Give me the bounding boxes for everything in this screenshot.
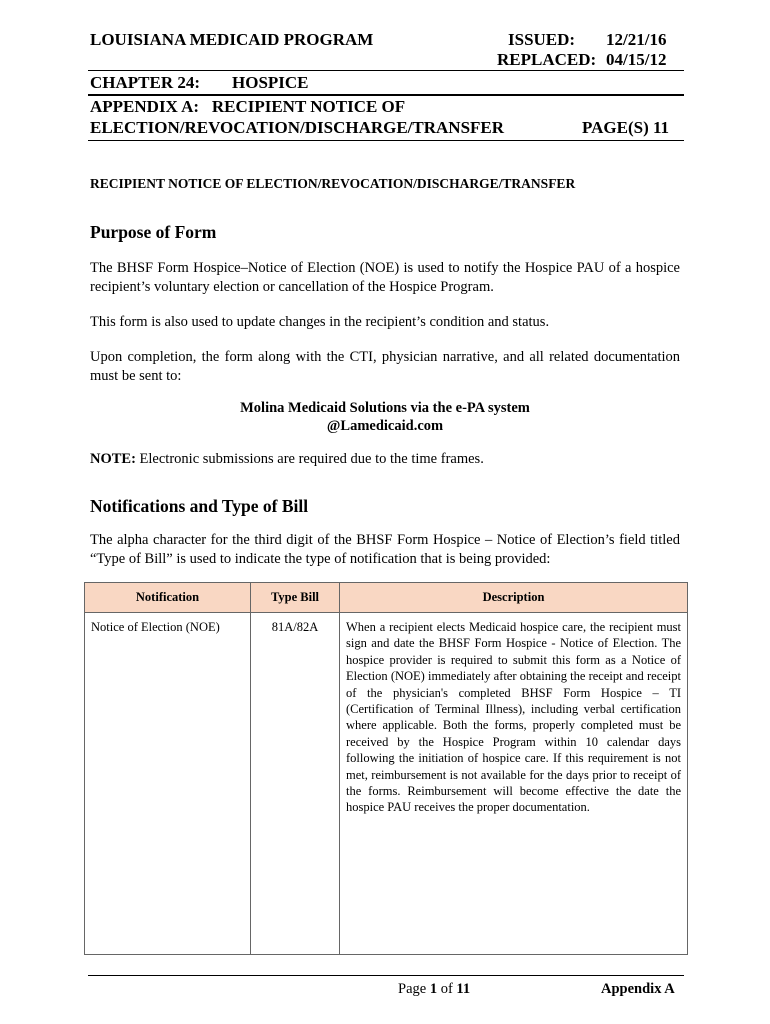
replaced-date: 04/15/12	[606, 50, 667, 69]
appendix-title-line2: ELECTION/REVOCATION/DISCHARGE/TRANSFER	[90, 118, 505, 137]
page-indicator	[398, 981, 470, 998]
column-header-notification: Notification	[85, 583, 251, 613]
note	[90, 451, 484, 468]
chapter-name: HOSPICE	[232, 73, 309, 92]
column-header-type-bill: Type Bill	[251, 583, 340, 613]
header-rule-1	[88, 70, 684, 71]
cell-type-bill: 81A/82A	[251, 613, 340, 955]
header-rule-2	[88, 94, 684, 96]
chapter-label: CHAPTER 24:	[90, 73, 201, 92]
address-line-2: @Lamedicaid.com	[326, 418, 444, 434]
issued-date: 12/21/16	[606, 30, 667, 49]
issued-label: ISSUED:	[508, 30, 576, 49]
replaced-label: REPLACED:	[497, 50, 597, 69]
note-label: NOTE:	[90, 451, 136, 467]
footer-rule	[88, 975, 684, 976]
address-line-1: Molina Medicaid Solutions via the e-PA system	[240, 400, 530, 416]
notifications-paragraph: The alpha character for the third digit of the BHSF Form Hospice – Notice of Election’s field titled “Type of Bill” is used to indicate the type of notification that is being provided:	[90, 532, 680, 567]
program-title: LOUISIANA MEDICAID PROGRAM	[90, 30, 374, 49]
page-total: 11	[456, 981, 471, 997]
page-of: of	[437, 981, 457, 997]
notifications-heading: Notifications and Type of Bill	[90, 496, 309, 516]
purpose-paragraph-1: The BHSF Form Hospice–Notice of Election (NOE) is used to notify the Hospice PAU of a hospice recipient’s voluntary election or cancellation of the Hospice Program.	[90, 260, 680, 295]
note-text: Electronic submissions are required due to the time frames.	[135, 451, 484, 467]
page-prefix: Page	[398, 981, 430, 997]
table-header-row	[85, 583, 688, 613]
purpose-heading: Purpose of Form	[90, 222, 217, 242]
page-number: 1	[429, 981, 438, 997]
appendix-title-line1: APPENDIX A: RECIPIENT NOTICE OF	[90, 97, 406, 116]
cell-description: When a recipient elects Medicaid hospice care, the recipient must sign and date the BHSF Form Hospice - Notice of Election. The hospice provider is required to submit this form as a Notice of Election (NOE) immediately after obtaining the receipt and receipt of the physician's completed BHSF Form Hospice – TI (Certification of Terminal Illness), including verbal certification where applicable. Both the forms, properly completed must be received by the Hospice Program within 10 calendar days following the initiation of hospice care. If this requirement is not met, reimbursement is not available for the days prior to receipt of the forms. Reimbursement will become effective the date the hospice PAU receives the proper documentation.	[340, 613, 688, 955]
table-row	[85, 613, 688, 955]
purpose-paragraph-3: Upon completion, the form along with the CTI, physician narrative, and all related documentation must be sent to:	[90, 349, 680, 384]
footer-appendix: Appendix A	[601, 981, 675, 997]
column-header-description: Description	[340, 583, 688, 613]
cell-notification: Notice of Election (NOE)	[85, 613, 251, 955]
header-rule-3	[88, 140, 684, 141]
type-of-bill-table	[84, 582, 688, 955]
document-title: RECIPIENT NOTICE OF ELECTION/REVOCATION/DISCHARGE/TRANSFER	[90, 176, 576, 191]
purpose-paragraph-2: This form is also used to update changes in the recipient’s condition and status.	[90, 314, 550, 330]
page-count: PAGE(S) 11	[582, 118, 670, 137]
